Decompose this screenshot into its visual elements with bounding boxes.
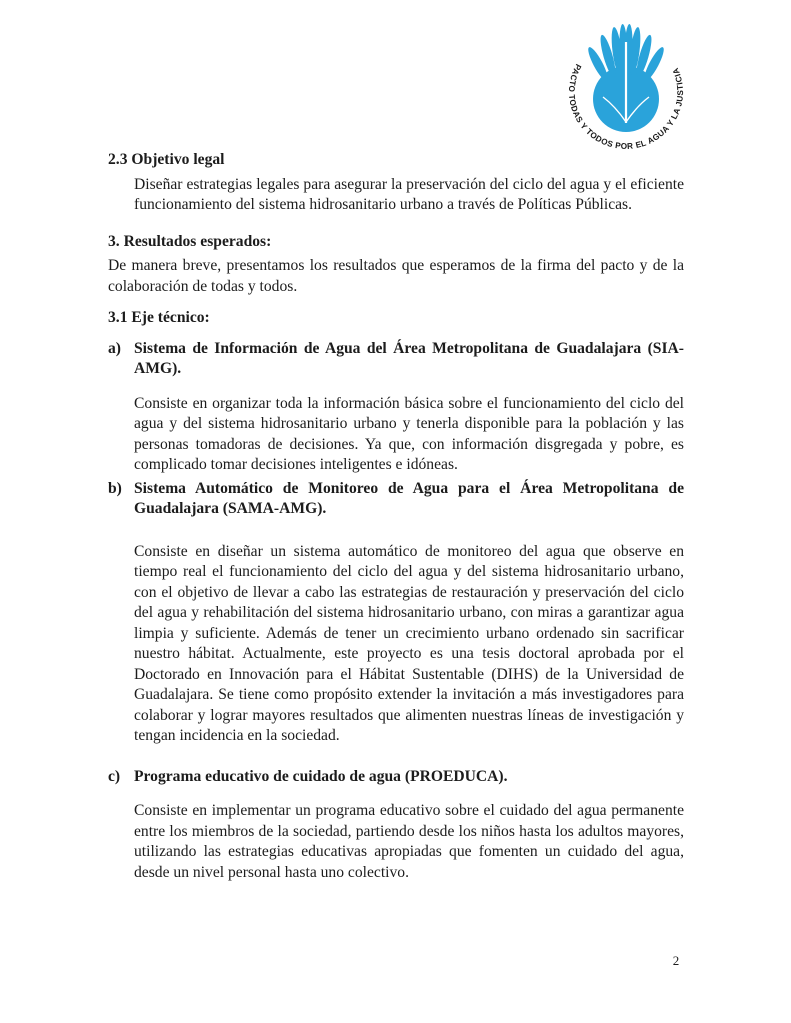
- paragraph-resultados-esperados: De manera breve, presentamos los resultados que esperamos de la firma del pacto y de la colaboración de todas y todos.: [108, 257, 684, 295]
- document-body: [108, 150, 684, 883]
- item-c-body: Consiste en implementar un programa educativo sobre el cuidado del agua permanente entre los miembros de la sociedad, partiendo desde los niños hasta los adultos mayores, utilizando las estrategias educativas apropiadas que fomenten un cuidado del agua, desde un nivel personal hasta uno colectivo.: [134, 802, 684, 881]
- item-a-title: Sistema de Información de Agua del Área Metropolitana de Guadalajara (SIA-AMG).: [134, 339, 684, 377]
- item-c-title: Programa educativo de cuidado de agua (PROEDUCA).: [134, 767, 508, 785]
- list-item-b: [108, 479, 684, 747]
- heading-resultados-esperados: 3. Resultados esperados:: [108, 232, 272, 250]
- list-item-c: [108, 767, 684, 884]
- list-marker-b: b): [108, 479, 122, 497]
- page-number: 2: [672, 953, 680, 968]
- list-item-a: [108, 339, 684, 476]
- item-a-body: Consiste en organizar toda la información básica sobre el funcionamiento del ciclo del agua y del sistema hidrosanitario urbano y tenerla disponible para la población y las personas tomadoras de decisiones. Ya que, con información disgregada y pobre, es complicado tomar decisiones inteligentes e idóneas.: [134, 394, 684, 473]
- list-marker-c: c): [108, 767, 121, 785]
- heading-eje-tecnico: 3.1 Eje técnico:: [108, 309, 210, 326]
- pacto-logo: [551, 22, 701, 157]
- heading-objetivo-legal: 2.3 Objetivo legal: [108, 151, 225, 168]
- logo-arc-text: PACTO TODAS Y TODOS POR EL AGUA Y LA JUSTICIA: [566, 62, 686, 152]
- list-marker-a: a): [108, 339, 121, 357]
- hands-water-drop-icon: [551, 22, 701, 157]
- paragraph-objetivo-legal: Diseñar estrategias legales para asegurar la preservación del ciclo del agua y el eficiente funcionamiento del sistema hidrosanitario urbano a través de Políticas Públicas.: [134, 175, 684, 213]
- item-b-body: Consiste en diseñar un sistema automático de monitoreo del agua que observe en tiempo real el funcionamiento del ciclo del agua y del sistema hidrosanitario urbano, con el objetivo de llevar a cabo las estrategias de restauración y preservación del ciclo del agua y rehabilitación del sistema hidrosanitario urbano, con miras a garantizar agua limpia y suficiente. Además de tener un crecimiento urbano ordenado sin sacrificar nuestro hábitat. Actualmente, este proyecto es una tesis doctoral aprobada por el Doctorado en Innovación para el Hábitat Sustentable (DIHS) de la Universidad de Guadalajara. Se tiene como propósito extender la invitación a más investigadores para colaborar y lograr mayores resultados que alimenten nuestras líneas de investigación y tengan incidencia en la sociedad.: [134, 542, 684, 744]
- item-b-title: Sistema Automático de Monitoreo de Agua para el Área Metropolitana de Guadalajara (SAMA-AMG).: [134, 479, 684, 517]
